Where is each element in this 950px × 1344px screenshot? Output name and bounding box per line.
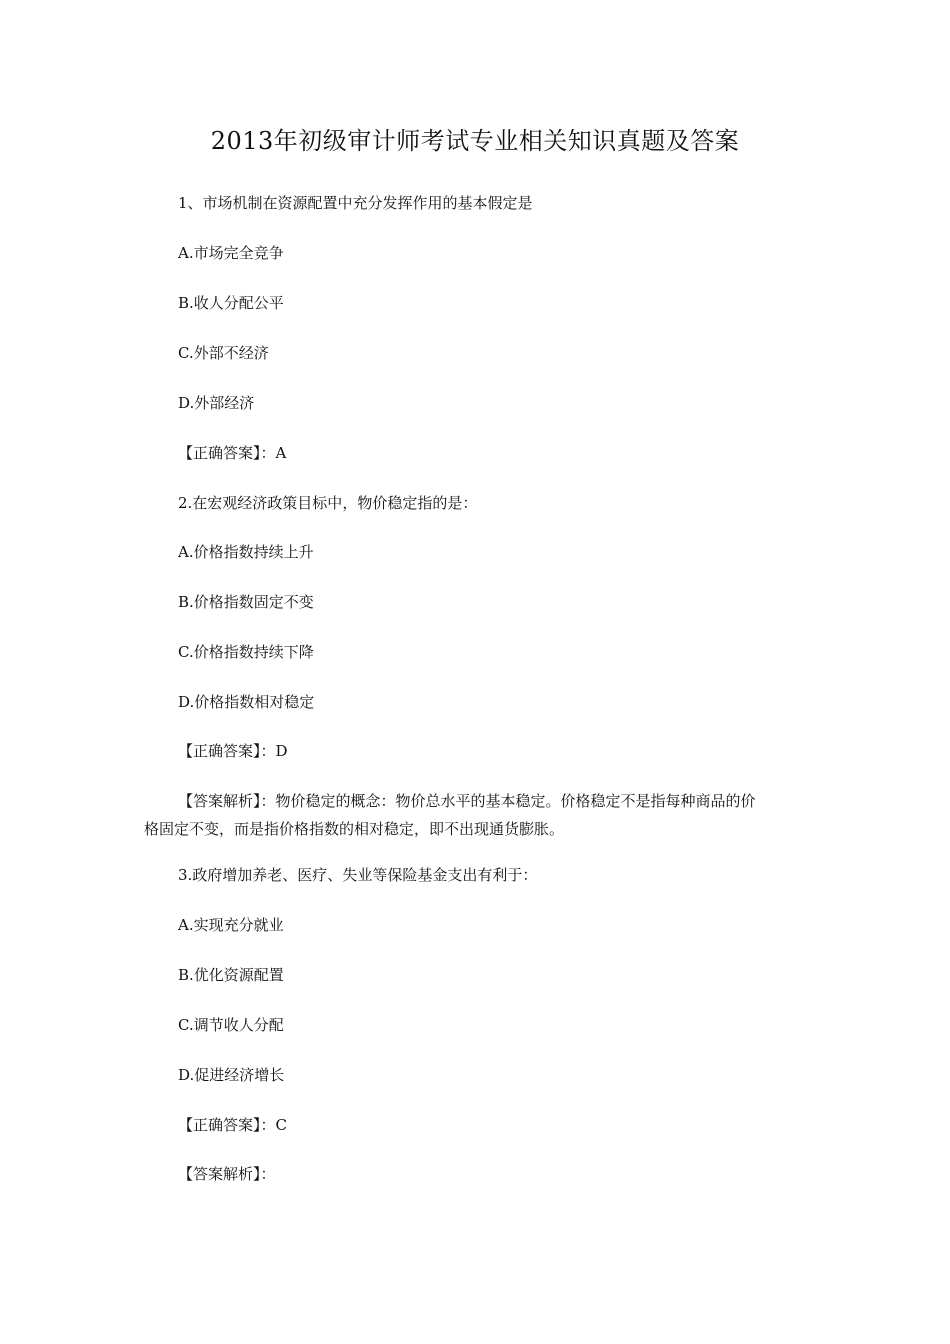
q3-option-a: A.实现充分就业	[178, 916, 284, 934]
q1-option-c: C.外部不经济	[178, 344, 269, 362]
q1-option-d: D.外部经济	[178, 394, 255, 412]
q1-option-b: B.收人分配公平	[178, 294, 284, 312]
q3-answer: 【正确答案】：C	[178, 1116, 287, 1134]
q1-answer: 【正确答案】：A	[178, 444, 287, 462]
q2-analysis-line-1: 【答案解析】：物价稳定的概念：物价总水平的基本稳定。价格稳定不是指每种商品的价	[178, 792, 756, 810]
q2-option-b: B.价格指数固定不变	[178, 593, 314, 611]
question-1-text: 1、市场机制在资源配置中充分发挥作用的基本假定是	[178, 194, 533, 212]
q2-option-a: A.价格指数持续上升	[178, 543, 314, 561]
q2-analysis	[144, 787, 812, 843]
q2-option-c: C.价格指数持续下降	[178, 643, 314, 661]
question-2-text: 2.在宏观经济政策目标中，物价稳定指的是：	[178, 494, 478, 512]
q1-option-a: A.市场完全竞争	[178, 244, 284, 262]
question-3-text: 3.政府增加养老、医疗、失业等保险基金支出有利于：	[178, 866, 538, 884]
q3-analysis: 【答案解析】：	[178, 1165, 276, 1183]
q3-option-c: C.调节收人分配	[178, 1016, 284, 1034]
q2-answer: 【正确答案】：D	[178, 742, 288, 760]
q2-option-d: D.价格指数相对稳定	[178, 693, 315, 711]
q2-analysis-line-2: 格固定不变，而是指价格指数的相对稳定，即不出现通货膨胀。	[144, 820, 565, 838]
q3-option-b: B.优化资源配置	[178, 966, 284, 984]
q3-option-d: D.促进经济增长	[178, 1066, 285, 1084]
document-title: 2013年初级审计师考试专业相关知识真题及答案	[210, 127, 740, 155]
